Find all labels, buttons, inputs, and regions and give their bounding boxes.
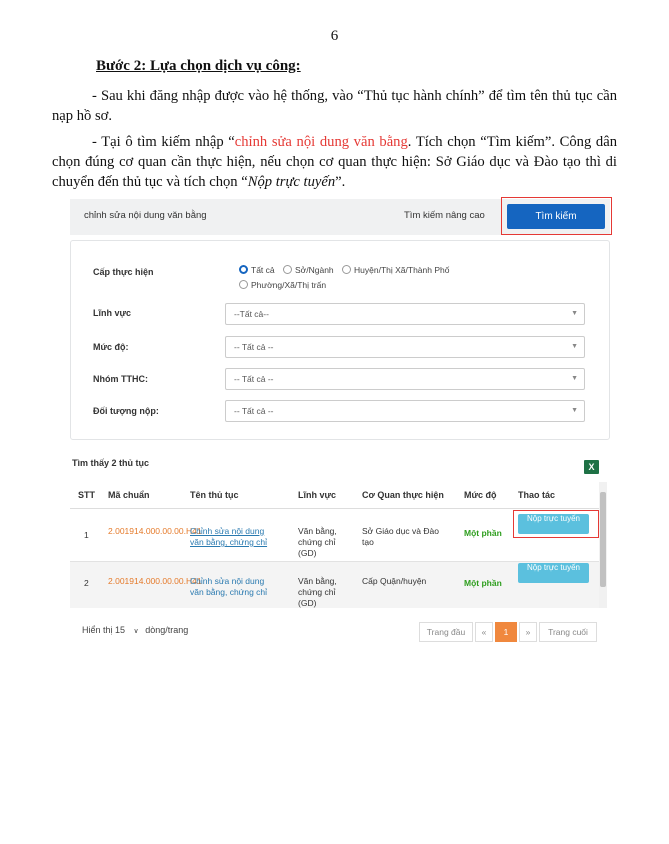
scrollbar-thumb[interactable] — [600, 492, 606, 587]
row-agency: Cấp Quận/huyện — [362, 576, 427, 586]
degree-select[interactable] — [225, 336, 585, 358]
advanced-search-link[interactable]: Tìm kiếm nâng cao — [404, 210, 485, 221]
subject-label: Đối tượng nộp: — [93, 406, 159, 416]
col-agency: Cơ Quan thực hiện — [362, 490, 444, 500]
per-page-control — [82, 625, 188, 635]
degree-select-value: -- Tất cả -- — [234, 342, 274, 352]
row-level: Một phần — [464, 578, 502, 588]
chevron-down-icon: ▼ — [571, 375, 578, 382]
row-stt: 1 — [84, 530, 89, 540]
radio-icon — [283, 265, 292, 274]
filter-panel — [70, 240, 610, 440]
col-action: Thao tác — [518, 490, 556, 500]
page-current-button[interactable]: 1 — [495, 622, 517, 642]
field-label: Lĩnh vực — [93, 308, 132, 318]
group-select[interactable] — [225, 368, 585, 390]
search-input[interactable]: chỉnh sửa nội dung văn bằng — [84, 210, 207, 221]
radio-ward[interactable] — [239, 280, 326, 290]
per-page-select[interactable]: Hiển thị 15 — [82, 625, 126, 635]
chevron-down-icon: ▼ — [571, 310, 578, 317]
table-scrollbar[interactable] — [599, 482, 607, 608]
page-last-button[interactable]: Trang cuối — [539, 622, 597, 642]
search-term-highlight: chỉnh sửa nội dung văn bằng — [234, 134, 408, 150]
group-select-value: -- Tất cả -- — [234, 374, 274, 384]
subject-select[interactable] — [225, 400, 585, 422]
row-agency: Sở Giáo dục và Đào tạo — [362, 526, 439, 547]
highlight-box-search — [501, 197, 612, 235]
radio-district[interactable] — [342, 265, 449, 275]
chevron-down-icon: ∨ — [133, 628, 139, 635]
per-page-unit: dòng/trang — [145, 625, 189, 635]
procedure-link[interactable]: Chỉnh sửa nội dung văn bằng, chứng chỉ — [190, 576, 268, 597]
radio-district-label: Huyện/Thị Xã/Thành Phố — [354, 265, 450, 275]
results-table-header — [70, 482, 599, 509]
submit-online-button[interactable]: Nộp trực tuyến — [518, 514, 589, 534]
radio-department[interactable] — [283, 265, 334, 275]
field-select-value: --Tất cả-- — [234, 309, 269, 319]
table-row — [70, 562, 599, 608]
row-stt: 2 — [84, 578, 89, 588]
col-name: Tên thủ tục — [190, 490, 239, 500]
field-select[interactable] — [225, 303, 585, 325]
row-level: Một phần — [464, 528, 502, 538]
para2-text-1: - Tại ô tìm kiếm nhập “ — [92, 134, 235, 150]
instruction-paragraph-1 — [52, 86, 617, 126]
submit-online-emphasis: Nộp trực tuyến — [247, 174, 336, 190]
chevron-down-icon: ▼ — [571, 343, 578, 350]
col-code: Mã chuẩn — [108, 490, 150, 500]
highlight-box-submit — [513, 510, 599, 538]
radio-icon — [239, 280, 248, 289]
results-count: Tìm thấy 2 thủ tục — [72, 458, 150, 468]
page-next-button[interactable]: » — [519, 622, 537, 642]
row-code: 2.001914.000.00.00.H41 — [108, 526, 202, 536]
procedure-link[interactable]: Chỉnh sửa nội dung văn bằng, chứng chỉ — [190, 526, 268, 547]
page-number: 6 — [330, 28, 339, 44]
level-label: Cấp thực hiện — [93, 267, 154, 277]
para1-text: - Sau khi đăng nhập được vào hệ thống, vào “Thủ tục hành chính” để tìm tên thủ tục cần nạp hồ sơ. — [52, 88, 617, 124]
radio-all-label: Tất cả — [251, 265, 275, 275]
excel-export-icon[interactable]: X — [584, 460, 599, 474]
degree-label: Mức độ: — [93, 342, 129, 352]
page-first-button[interactable]: Trang đầu — [419, 622, 473, 642]
row-field: Văn bằng, chứng chỉ (GD) — [298, 576, 337, 608]
level-radio-group — [239, 265, 455, 290]
row-field: Văn bằng, chứng chỉ (GD) — [298, 526, 337, 558]
col-field: Lĩnh vực — [298, 490, 337, 500]
submit-online-button[interactable]: Nộp trực tuyến — [518, 563, 589, 583]
page-prev-button[interactable]: « — [475, 622, 493, 642]
instruction-paragraph-2 — [52, 132, 617, 192]
chevron-down-icon: ▼ — [571, 407, 578, 414]
para2-text-3: ”. — [335, 174, 346, 190]
group-label: Nhóm TTHC: — [93, 374, 148, 384]
col-level: Mức độ — [464, 490, 497, 500]
radio-selected-icon — [239, 265, 248, 274]
radio-department-label: Sở/Ngành — [295, 265, 334, 275]
radio-ward-label: Phường/Xã/Thị trấn — [251, 280, 327, 290]
para2-text-2: . Tích chọn “Tìm kiếm”. Công dân chọn đúng cơ quan cần thực hiện, nếu chọn cơ quan thực hiện: Sở Giáo dục và Đào tạo thì di chuyển đến thủ tục và tích chọn “ — [52, 134, 617, 190]
col-stt: STT — [78, 490, 95, 500]
subject-select-value: -- Tất cả -- — [234, 406, 274, 416]
radio-icon — [342, 265, 351, 274]
radio-all[interactable] — [239, 265, 275, 275]
row-code: 2.001914.000.00.00.H41 — [108, 576, 202, 586]
search-button[interactable]: Tìm kiếm — [507, 204, 605, 229]
step-heading: Bước 2: Lựa chọn dịch vụ công: — [96, 58, 301, 74]
